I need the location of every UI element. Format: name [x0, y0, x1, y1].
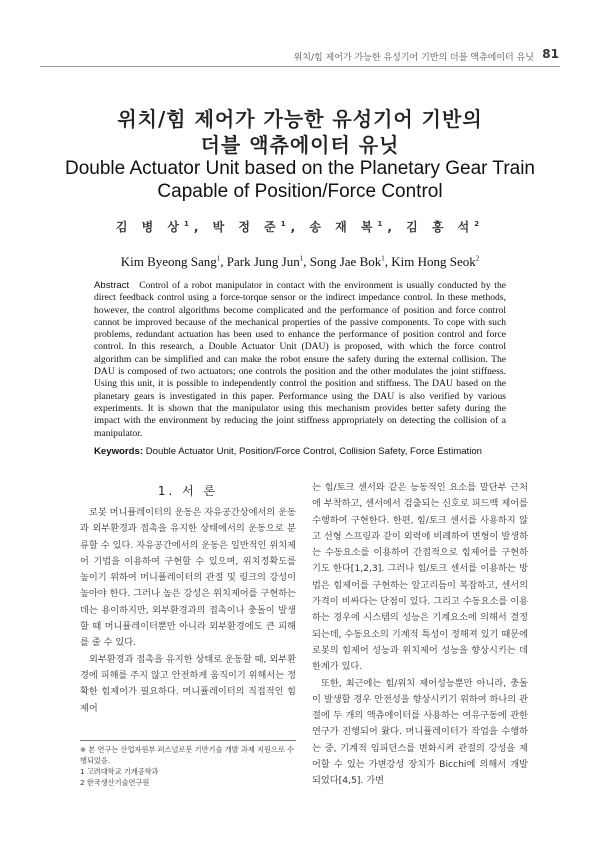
- body-paragraph: 는 힘/토크 센서와 같은 능동적인 요소를 말단부 근처에 부착하고, 센서에서 검출되는 신호로 피드백 제어를 수행하여 구현한다. 한편, 힘/토크 센서를 사용하지 않고 선형 스프링과 같이 외력에 비례하여 변형이 발생하는 수동요소를 이용하여 간접적으로 힘제어를 구현하기도 한다[1,2,3]. 그러나 힘/토크 센서를 이용하는 방법은 힘제어를 구현하는 알고리듬이 복잡하고, 센서의 가격이 비싸다는 단점이 있다. 그리고 수동요소를 이용하는 경우에 시스템의 성능은 기계요소에 의해서 결정되는데, 수동요소의 기계적 특성이 정해져 있기 때문에 로봇의 힘제어 성능과 위치제어 성능을 향상시키는 데 한계가 있다.: [312, 482, 528, 673]
- korean-author-list: 김 병 상$^1$, 박 정 준$^1$, 송 재 복$^1$, 김 홍 석$^2$: [115, 220, 485, 234]
- author-en: Song Jae Bok: [309, 254, 382, 269]
- english-title-line-1: Double Actuator Unit based on the Planetary Gear Train: [65, 158, 535, 179]
- korean-title-line-2: 더블 액츄에이터 유닛: [200, 133, 400, 157]
- footnote: 1 고려대학교 기계공학과: [80, 767, 159, 776]
- author-ko: 송 재 복: [309, 220, 378, 234]
- footnotes: [80, 744, 296, 788]
- header-rule: [40, 66, 560, 67]
- english-author-list: Kim Byeong Sang$^1$, Park Jung Jun$^1$, Song Jae Bok$^1$, Kim Hong Seok$^2$: [120, 254, 480, 269]
- author-en: Park Jung Jun: [226, 254, 300, 269]
- author-ko: 김 홍 석: [406, 220, 475, 234]
- section-heading: 1. 서 론: [157, 484, 219, 498]
- body-paragraph: 외부환경과 접촉을 유지한 상태로 운동할 때, 외부환경에 피해를 주지 않고 안전하게 움직이기 위해서는 정확한 힘제어가 필요하다. 머니퓰레이터의 직접적인 힘제어: [80, 653, 296, 714]
- left-column: [80, 505, 296, 717]
- abstract-label: Abstract: [94, 280, 130, 291]
- keywords-text: Double Actuator Unit, Position/Force Control, Collision Safety, Force Estimation: [145, 446, 483, 457]
- english-title-line-2: Capable of Position/Force Control: [157, 181, 443, 202]
- abstract: [94, 280, 506, 440]
- abstract-text: Control of a robot manipulator in contact with the environment is usually conducted by the direct feedback control using a force-torque sensor or the indirect impedance control. In these methods, however, the control algorithms become complicated and the performance of position and force control cannot be improved because of the mechanical properties of the passive components. To cope with such problems, redundant actuation has been used to enhance the performance of position control and force control. In this research, a Double Actuator Unit (DAU) is proposed, with which the force control algorithm can be simplified and can make the robot ensure the safety during the external collision. The DAU is composed of two actuators; one controls the position and the other modulates the joint stiffness. Using this unit, it is possible to independently control the position and stiffness. The DAU based on the planetary gears is investigated in this paper. Performance using the DAU is also verified by various experiments. It is shown that the manipulator using this mechanism provides better safety during the impact with the environment by reducing the joint stiffness appropriately on detecting the collision of a manipulator.: [94, 280, 506, 439]
- author-en: Kim Hong Seok: [391, 254, 476, 269]
- footnote-rule: [80, 740, 296, 741]
- running-head: 위치/힘 제어가 가능한 유성기어 기반의 더블 액츄에이터 유닛: [293, 53, 534, 63]
- korean-title-line-1: 위치/힘 제어가 가능한 유성기어 기반의: [117, 107, 483, 131]
- footnote: ※ 본 연구는 산업자원부 퍼스널로봇 기반기술 개발 과제 지원으로 수행되었음.: [80, 745, 295, 765]
- footnote: 2 한국생산기술연구원: [80, 778, 150, 787]
- author-ko: 김 병 상: [115, 220, 184, 234]
- author-ko: 박 정 준: [212, 220, 281, 234]
- right-column: [312, 480, 528, 790]
- keywords-label: Keywords:: [94, 446, 144, 457]
- keywords: [94, 446, 514, 457]
- author-en: Kim Byeong Sang: [120, 254, 217, 269]
- body-paragraph: 또한, 최근에는 힘/위치 제어성능뿐만 아니라, 충돌이 발생할 경우 안전성을 향상시키기 위하여 하나의 관절에 두 개의 액츄에이터를 사용하는 여유구동에 관한 연구가 진행되어 왔다. 머니퓰레이터가 작업을 수행하는 중, 기계적 임피던스를 변화시켜 관절의 강성을 제어할 수 있는 가변강성 장치가 Bicchi에 의해서 개발되었다[4,5]. 가변: [312, 677, 528, 787]
- body-paragraph: 로봇 머니퓰레이터의 운동은 자유공간상에서의 운동과 외부환경과 접촉을 유지한 상태에서의 운동으로 분류할 수 있다. 자유공간에서의 운동은 일반적인 위치제어 기법을 이용하여 구현할 수 있으며, 위치정확도를 높이기 위하여 머니퓰레이터의 관절 및 링크의 강성이 높아야 한다. 그러나 높은 강성은 위치제어를 구현하는 데는 용이하지만, 외부환경과의 접촉이나 충돌이 발생할 때 머니퓰레이터뿐만 아니라 외부환경에도 큰 피해를 줄 수 있다.: [80, 507, 296, 649]
- page-number: 81: [542, 47, 559, 61]
